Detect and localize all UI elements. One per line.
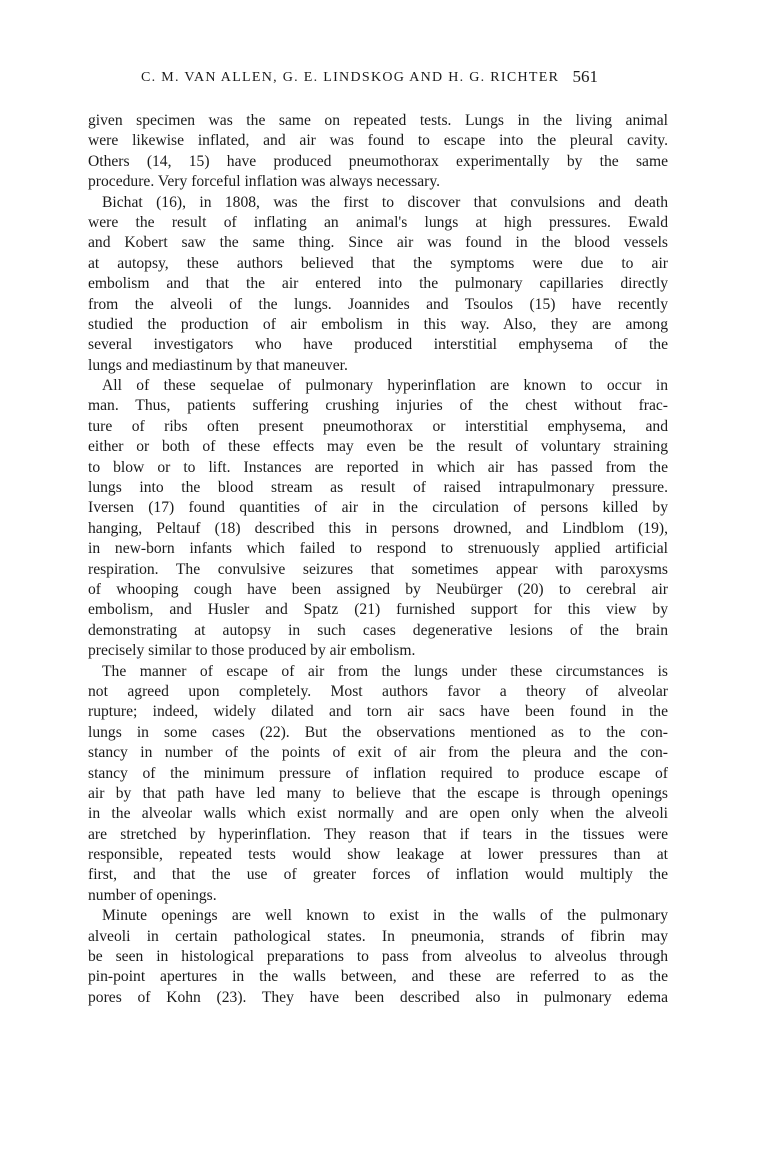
body-text bbox=[88, 111, 668, 1008]
text-line: responsible, repeated tests would show leakage at lower pressures than at bbox=[88, 846, 668, 864]
text-line: first, and that the use of greater forces of inflation would multiply the bbox=[88, 866, 668, 884]
running-title: C. M. VAN ALLEN, G. E. LINDSKOG AND H. G. RICHTER bbox=[141, 70, 560, 85]
text-line: in the alveolar walls which exist normally and are open only when the alveoli bbox=[88, 805, 668, 823]
text-line: stancy of the minimum pressure of inflation required to produce escape of bbox=[88, 764, 668, 782]
text-line: pin-point apertures in the walls between, and these are referred to as the bbox=[88, 968, 668, 986]
paragraph bbox=[88, 111, 668, 193]
text-line: lungs in some cases (22). But the observations mentioned as to the con- bbox=[88, 723, 668, 741]
text-line: are stretched by hyperinflation. They reason that if tears in the tissues were bbox=[88, 825, 668, 843]
text-line: were likewise inflated, and air was found to escape into the pleural cavity. bbox=[88, 132, 668, 150]
text-line: be seen in histological preparations to pass from alveolus to alveolus through bbox=[88, 948, 668, 966]
text-line: studied the production of air embolism in this way. Also, they are among bbox=[88, 315, 668, 333]
text-line: respiration. The convulsive seizures that sometimes appear with paroxysms bbox=[88, 560, 668, 578]
paragraph bbox=[88, 376, 668, 661]
text-line: from the alveoli of the lungs. Joannides and Tsoulos (15) have recently bbox=[88, 295, 668, 313]
text-line: at autopsy, these authors believed that the symptoms were due to air bbox=[88, 254, 668, 272]
text-line: Bichat (16), in 1808, was the first to discover that convulsions and death bbox=[102, 193, 668, 211]
text-line: hanging, Peltauf (18) described this in persons drowned, and Lindblom (19), bbox=[88, 519, 668, 537]
text-line: and Kobert saw the same thing. Since air was found in the blood vessels bbox=[88, 234, 668, 252]
text-line: either or both of these effects may even be the result of voluntary straining bbox=[88, 438, 668, 456]
text-line: man. Thus, patients suffering crushing injuries of the chest without frac- bbox=[88, 397, 668, 415]
text-line: The manner of escape of air from the lungs under these circumstances is bbox=[102, 662, 668, 680]
text-line: embolism, and Husler and Spatz (21) furnished support for this view by bbox=[88, 601, 668, 619]
text-line: Minute openings are well known to exist in the walls of the pulmonary bbox=[102, 907, 668, 925]
text-line: were the result of inflating an animal's lungs at high pressures. Ewald bbox=[88, 213, 668, 231]
paragraph bbox=[88, 906, 668, 1008]
text-line: several investigators who have produced interstitial emphysema of the bbox=[88, 336, 668, 354]
text-line: in new-born infants which failed to respond to strenuously applied artificial bbox=[88, 540, 668, 558]
text-line: precisely similar to those produced by air embolism. bbox=[88, 642, 416, 660]
text-line: ture of ribs often present pneumothorax or interstitial emphysema, and bbox=[88, 417, 668, 435]
paragraph bbox=[88, 193, 668, 377]
text-line: of whooping cough have been assigned by Neubürger (20) to cerebral air bbox=[88, 580, 668, 598]
text-line: pores of Kohn (23). They have been described also in pulmonary edema bbox=[88, 988, 668, 1006]
text-line: given specimen was the same on repeated tests. Lungs in the living animal bbox=[88, 112, 668, 129]
page-number: 561 bbox=[572, 67, 598, 86]
text-line: to blow or to lift. Instances are reported in which air has passed from the bbox=[88, 458, 668, 476]
text-line: stancy in number of the points of exit of air from the pleura and the con- bbox=[88, 744, 668, 762]
running-header bbox=[88, 67, 668, 89]
text-line: Others (14, 15) have produced pneumothorax experimentally by the same bbox=[88, 152, 668, 170]
text-line: alveoli in certain pathological states. In pneumonia, strands of fibrin may bbox=[88, 927, 668, 945]
text-line: lungs and mediastinum by that maneuver. bbox=[88, 356, 348, 374]
text-line: embolism and that the air entered into the pulmonary capillaries directly bbox=[88, 275, 668, 293]
text-line: procedure. Very forceful inflation was always necessary. bbox=[88, 173, 441, 191]
text-line: All of these sequelae of pulmonary hyperinflation are known to occur in bbox=[102, 377, 668, 395]
text-line: rupture; indeed, widely dilated and torn air sacs have been found in the bbox=[88, 703, 668, 721]
text-line: Iversen (17) found quantities of air in the circulation of persons killed by bbox=[88, 499, 668, 517]
text-line: air by that path have led many to believe that the escape is through openings bbox=[88, 784, 668, 802]
text-line: number of openings. bbox=[88, 886, 217, 904]
text-line: demonstrating at autopsy in such cases degenerative lesions of the brain bbox=[88, 621, 668, 639]
paragraph bbox=[88, 662, 668, 907]
text-line: lungs into the blood stream as result of raised intrapulmonary pressure. bbox=[88, 479, 668, 497]
text-line: not agreed upon completely. Most authors favor a theory of alveolar bbox=[88, 682, 668, 700]
